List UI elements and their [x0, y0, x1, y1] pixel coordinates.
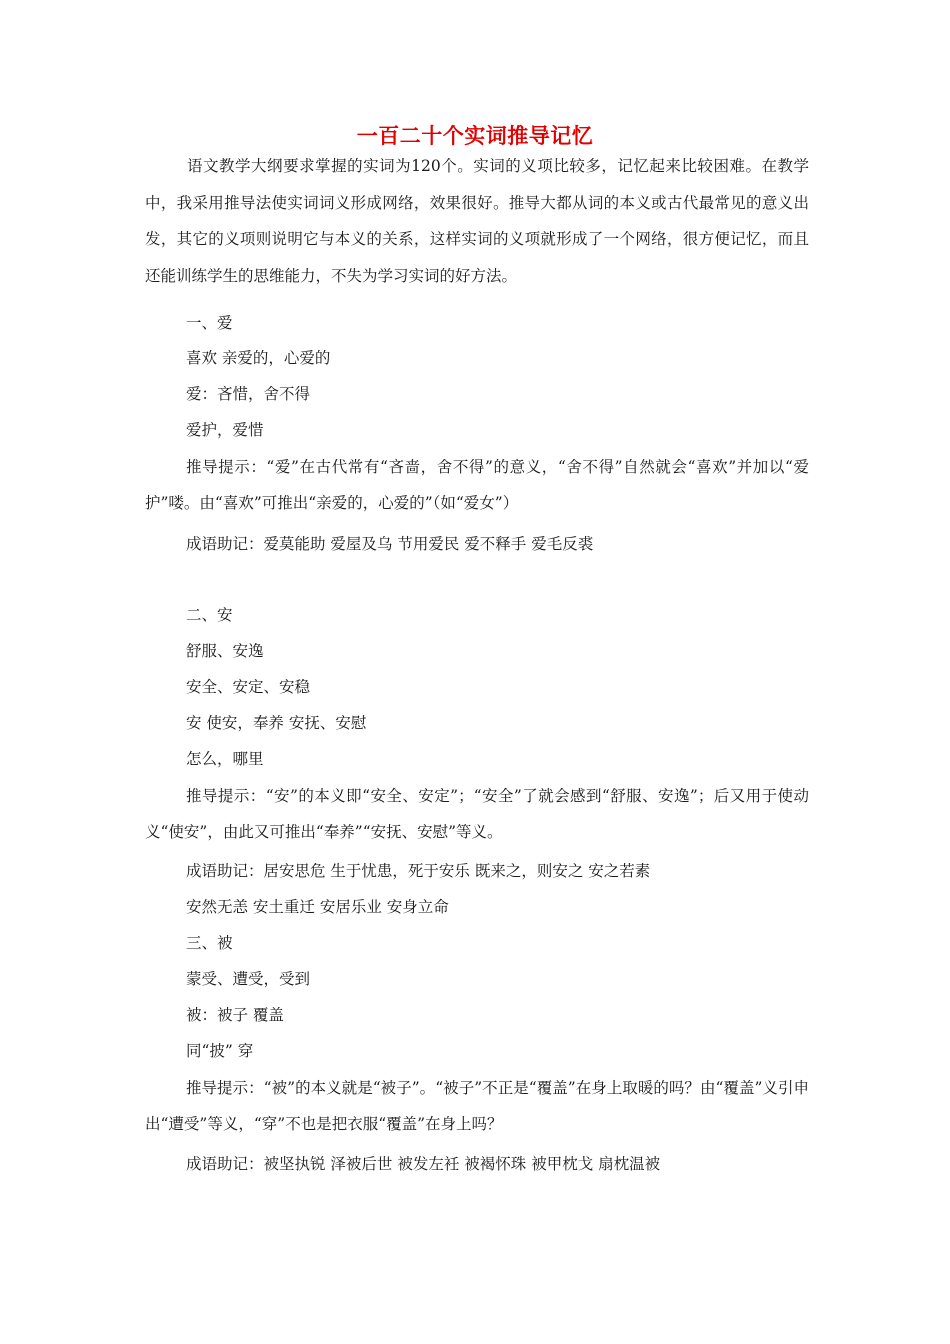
intro-paragraph: 语文教学大纲要求掌握的实词为120个。实词的义项比较多，记忆起来比较困难。在教学中，我采用推导法使实词词义形成网络，效果很好。推导大都从词的本义或古代最常见的意义出发，其它的义项则说明它与本义的关系，这样实词的义项就形成了一个网络，很方便记忆，而且还能训练学生的思维能力，不失为学习实词的好方法。	[145, 157, 809, 285]
derivation-hint: 推导提示：“爱”在古代常有“吝啬，舍不得”的意义，“舍不得”自然就会“喜欢”并加以“爱护”喽。由“喜欢”可推出“亲爱的，心爱的”（如“爱女”）	[145, 458, 809, 512]
meaning-line: 同“披” 穿	[186, 1042, 254, 1060]
meaning-line: 爱护，爱惜	[186, 421, 264, 439]
idiom-line: 成语助记：被坚执锐 泽被后世 被发左衽 被褐怀珠 被甲枕戈 扇枕温被	[186, 1155, 661, 1173]
idiom-line: 成语助记：居安思危 生于忧患，死于安乐 既来之，则安之 安之若素	[186, 862, 651, 880]
meaning-line: 蒙受、遭受，受到	[186, 970, 311, 988]
meaning-line: 爱：吝惜，舍不得	[186, 385, 311, 403]
idiom-line: 成语助记：爱莫能助 爱屋及乌 节用爱民 爱不释手 爱毛反裘	[186, 535, 594, 553]
meaning-line: 安 使安，奉养 安抚、安慰	[186, 714, 367, 732]
section-heading: 一、爱	[186, 314, 233, 332]
section-heading: 三、被	[186, 934, 233, 952]
document-title: 一百二十个实词推导记忆	[356, 123, 594, 148]
meaning-line: 安全、安定、安稳	[186, 678, 311, 696]
meaning-line: 喜欢 亲爱的，心爱的	[186, 349, 331, 367]
idiom-line: 安然无恙 安土重迁 安居乐业 安身立命	[186, 898, 449, 916]
meaning-line: 被：被子 覆盖	[186, 1006, 284, 1024]
meaning-line: 舒服、安逸	[186, 642, 264, 660]
derivation-hint: 推导提示：“安”的本义即“安全、安定”；“安全”了就会感到“舒服、安逸”；后又用于使动义“使安”，由此又可推出“奉养”“安抚、安慰”等义。	[145, 787, 809, 841]
meaning-line: 怎么，哪里	[186, 750, 264, 768]
derivation-hint: 推导提示：“被”的本义就是“被子”。“被子”不正是“覆盖”在身上取暖的吗？由“覆盖”义引申出“遭受”等义，“穿”不也是把衣服“覆盖”在身上吗？	[145, 1079, 809, 1133]
section-heading: 二、安	[186, 606, 233, 624]
